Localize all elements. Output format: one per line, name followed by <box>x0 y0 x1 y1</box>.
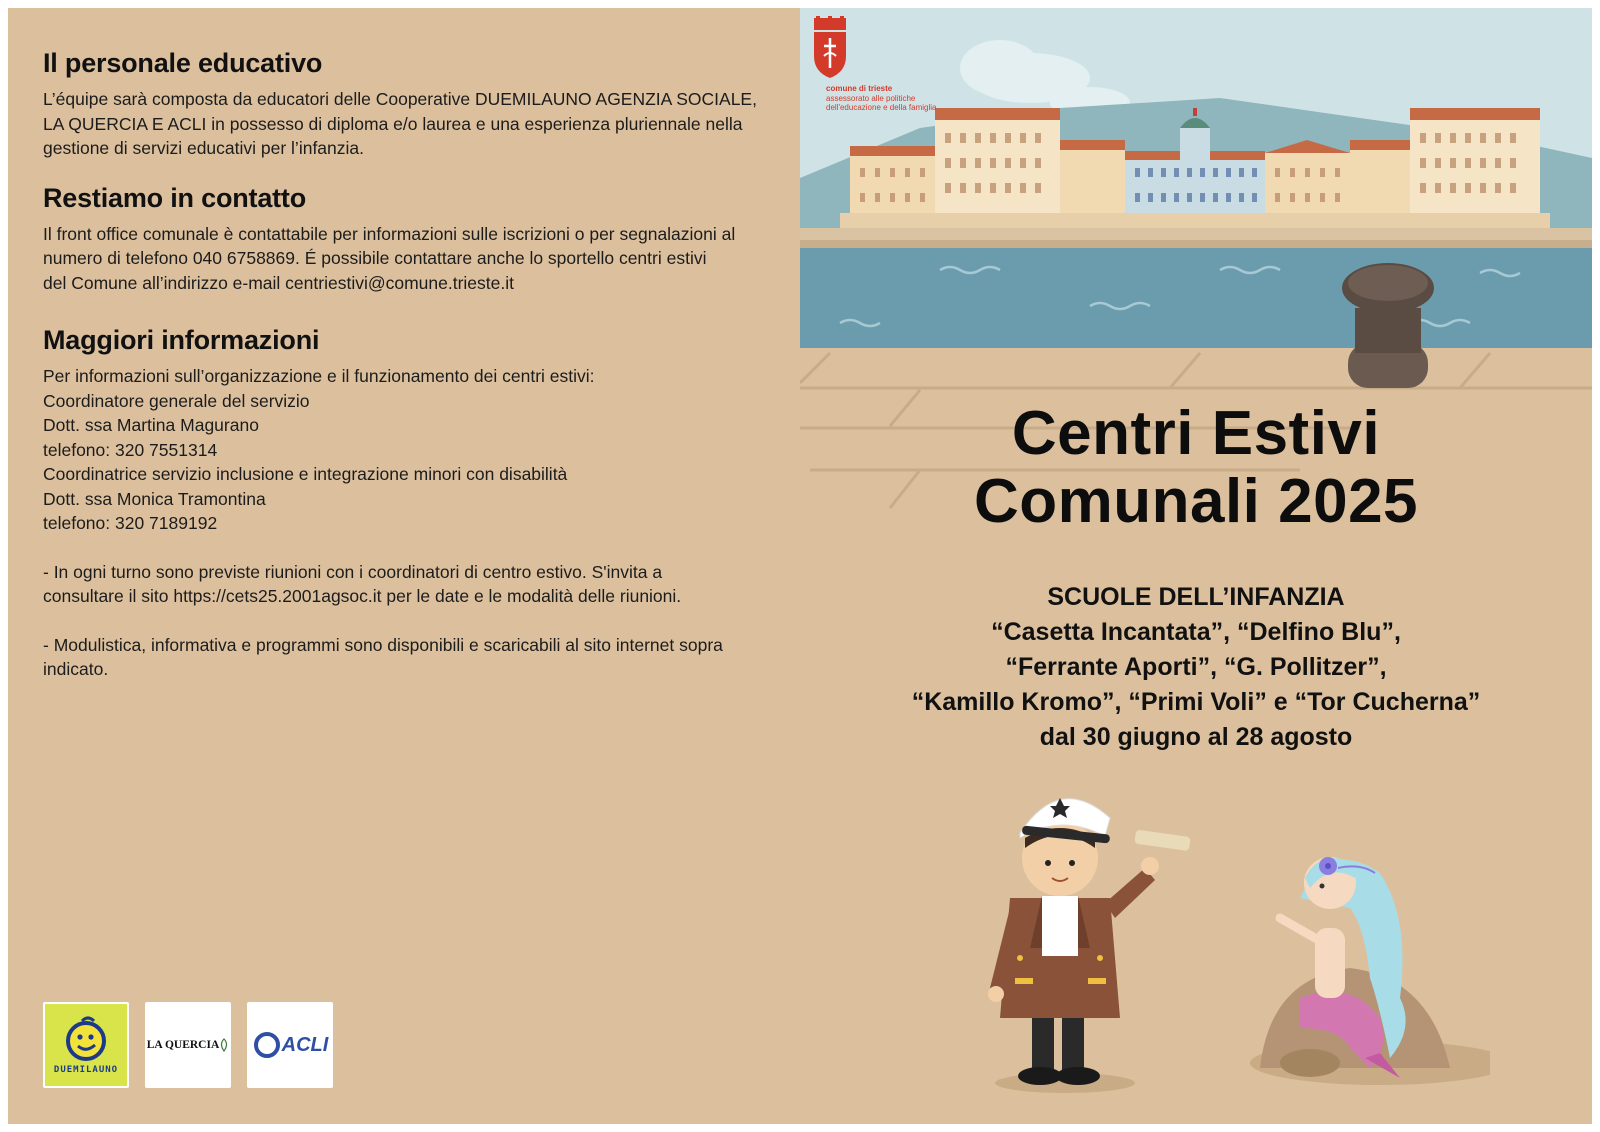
comune-crest-icon <box>810 16 850 80</box>
title-line: Centri Estivi <box>1011 399 1381 468</box>
text-line: indicato. <box>43 659 109 679</box>
body-info <box>43 364 773 682</box>
brochure-sheet <box>8 8 1592 1124</box>
text-line: gestione di servizi educativi per l’infanzia. <box>43 138 364 158</box>
laquercia-logo <box>145 1002 231 1088</box>
comune-crest-text <box>826 84 937 113</box>
duemilauno-logo <box>43 1002 129 1088</box>
heading-personale: Il personale educativo <box>43 48 323 78</box>
text-line: Per informazioni sull’organizzazione e il funzionamento dei centri estivi: <box>43 366 595 386</box>
subtitle-line: “Ferrante Aporti”, “G. Pollitzer”, <box>1005 653 1387 681</box>
text-line: telefono: 320 7189192 <box>43 513 218 533</box>
subtitle-line: dal 30 giugno al 28 agosto <box>1039 723 1353 751</box>
duemilauno-face-icon <box>64 1015 108 1063</box>
title-line: Comunali 2025 <box>973 467 1419 536</box>
text-line: - Modulistica, informativa e programmi sono disponibili e scaricabili al sito internet sopra <box>43 634 723 655</box>
section-info <box>43 325 773 682</box>
text-line: L’équipe sarà composta da educatori delle Cooperative DUEMILAUNO AGENZIA SOCIALE, <box>43 89 757 109</box>
schools-info <box>800 580 1592 755</box>
mermaid-icon <box>1250 857 1490 1085</box>
text-line: del Comune all’indirizzo e-mail centriestivi@comune.trieste.it <box>43 272 514 293</box>
crest-line: assessorato alle politiche <box>826 93 916 103</box>
section-contatto <box>43 183 773 296</box>
sailor-and-mermaid-illustration <box>970 778 1490 1118</box>
partner-logos <box>43 1002 333 1088</box>
acli-logo <box>247 1002 333 1088</box>
subtitle-line: SCUOLE DELL’INFANZIA <box>1047 583 1345 611</box>
text-line: Coordinatore generale del servizio <box>43 390 310 411</box>
subtitle-line: “Kamillo Kromo”, “Primi Voli” e “Tor Cucherna” <box>911 688 1481 716</box>
text-line: numero di telefono 040 6758869. É possibile contattare anche lo sportello centri estivi <box>43 248 707 268</box>
text-line: - In ogni turno sono previste riunioni con i coordinatori di centro estivo. S'invita a <box>43 561 663 582</box>
bollard <box>1342 263 1434 388</box>
text-line: LA QUERCIA E ACLI in possesso di diploma e/o laurea e una esperienza pluriennale nella <box>43 113 743 134</box>
acli-ring-icon <box>252 1030 282 1060</box>
heading-info: Maggiori informazioni <box>43 325 320 355</box>
subtitle-line: “Casetta Incantata”, “Delfino Blu”, <box>991 618 1401 646</box>
section-personale <box>43 48 773 161</box>
text-line: Il front office comunale è contattabile per informazioni sulle iscrizioni o per segnalazioni al <box>43 223 736 244</box>
body-contatto <box>43 222 773 296</box>
crest-line: comune di trieste <box>826 84 893 93</box>
text-line: Coordinatrice servizio inclusione e integrazione minori con disabilità <box>43 464 568 484</box>
page-title <box>800 400 1592 536</box>
spacer <box>43 609 773 633</box>
duemilauno-logo-text: DUEMILAUNO <box>53 1065 119 1075</box>
text-line: Dott. ssa Martina Magurano <box>43 415 259 435</box>
laquercia-logo-text: LA QUERCIA <box>146 1039 220 1051</box>
right-column <box>800 8 1592 1124</box>
left-column <box>43 48 773 704</box>
crest-line: dell'educazione e della famiglia <box>826 103 937 112</box>
acli-logo-text: ACLI <box>281 1033 329 1056</box>
heading-contatto: Restiamo in contatto <box>43 182 307 213</box>
text-line: consultare il sito https://cets25.2001agsoc.it per le date e le modalità delle riunioni. <box>43 586 682 606</box>
spacer <box>43 536 773 560</box>
body-personale <box>43 87 773 161</box>
text-line: telefono: 320 7551314 <box>43 439 218 460</box>
leaf-icon <box>219 1038 229 1052</box>
sailor-boy-icon <box>988 798 1191 1093</box>
text-line: Dott. ssa Monica Tramontina <box>43 488 266 509</box>
